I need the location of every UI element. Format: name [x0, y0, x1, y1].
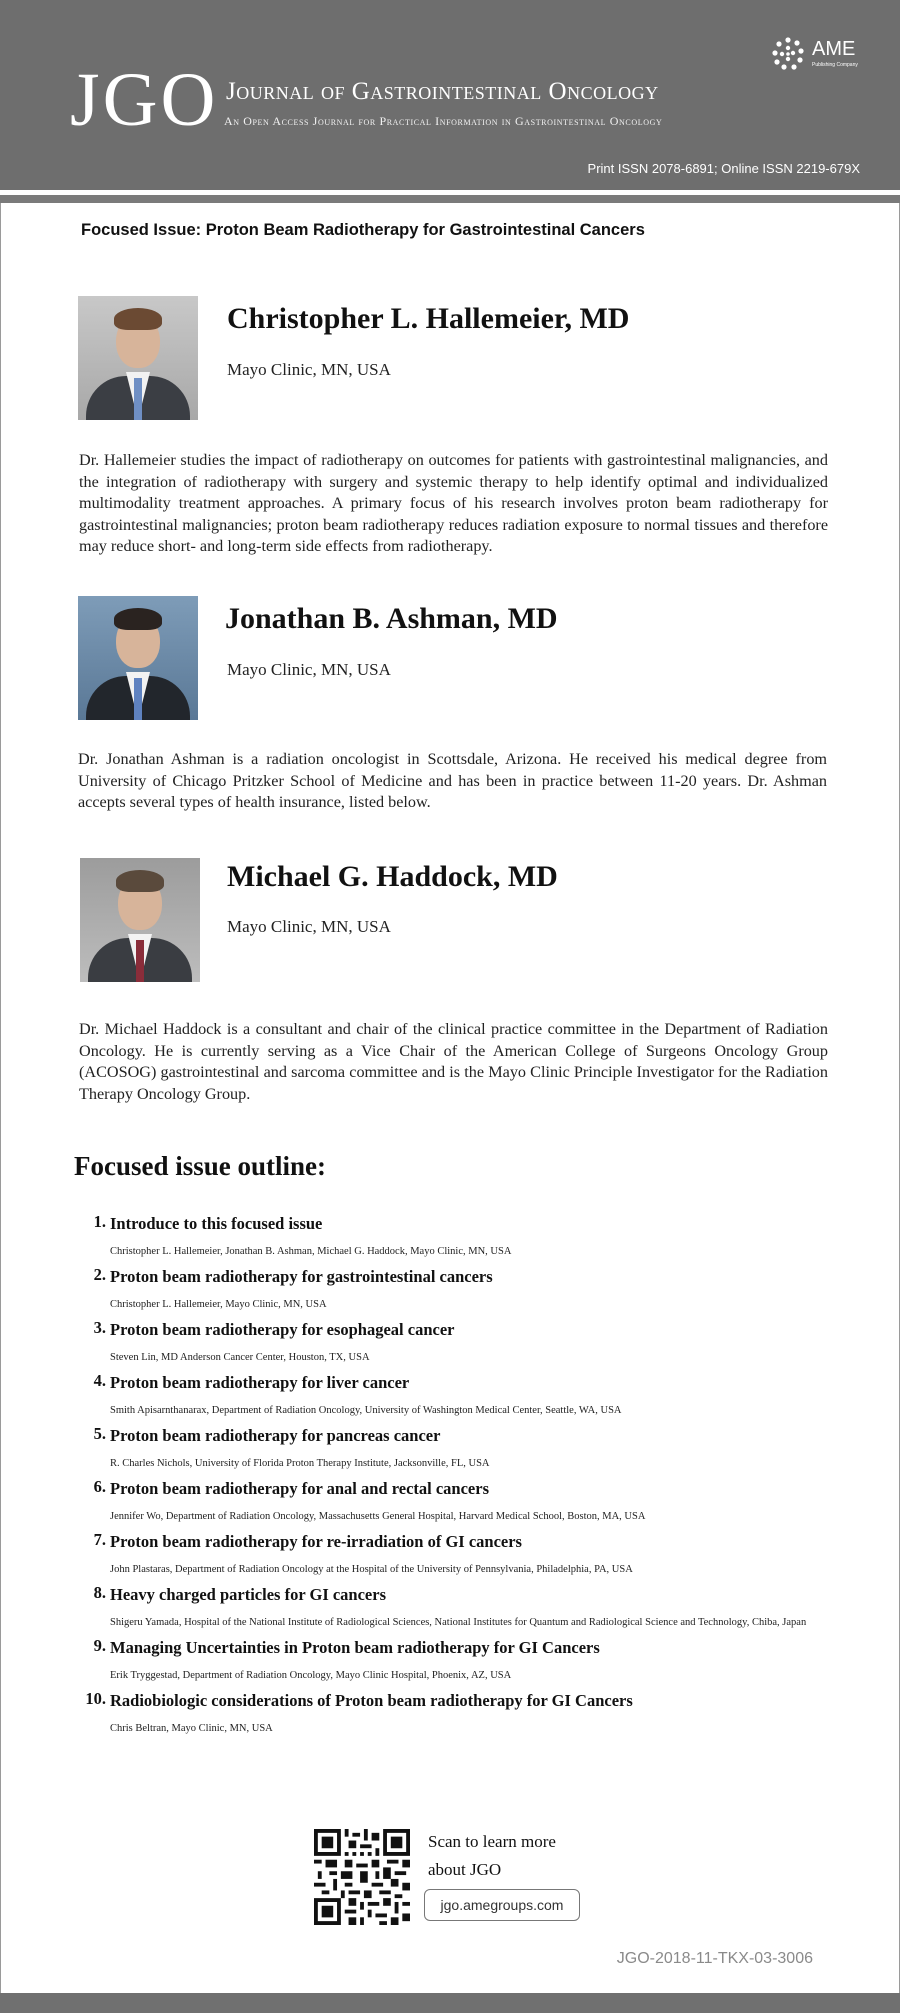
ame-dots-icon — [770, 36, 806, 72]
item-number: 10. — [85, 1689, 106, 1708]
scan-line-2: about JGO — [428, 1860, 502, 1879]
item-number: 5. — [93, 1424, 106, 1443]
item-title: Proton beam radiotherapy for esophageal cancer — [110, 1320, 455, 1339]
list-item — [80, 1689, 840, 1742]
list-item — [80, 1318, 840, 1371]
editor-affiliation: Mayo Clinic, MN, USA — [227, 660, 391, 679]
item-authors: Shigeru Yamada, Hospital of the National Institute of Radiological Sciences, National Institutes for Quantum and Radiological Science and Technology, Chiba, Japan — [110, 1617, 807, 1628]
item-authors: Chris Beltran, Mayo Clinic, MN, USA — [110, 1723, 273, 1734]
editor-affiliation: Mayo Clinic, MN, USA — [227, 360, 391, 379]
item-title: Heavy charged particles for GI cancers — [110, 1585, 387, 1604]
item-title: Proton beam radiotherapy for gastrointestinal cancers — [110, 1267, 493, 1286]
item-number: 6. — [93, 1477, 106, 1496]
outline-list — [80, 1212, 840, 1742]
item-number: 2. — [93, 1265, 106, 1284]
left-border — [0, 203, 1, 1993]
list-item — [80, 1477, 840, 1530]
item-title: Introduce to this focused issue — [110, 1214, 323, 1233]
item-number: 7. — [93, 1530, 106, 1549]
item-title: Proton beam radiotherapy for re-irradiation of GI cancers — [110, 1532, 522, 1551]
list-item — [80, 1636, 840, 1689]
item-title: Proton beam radiotherapy for anal and rectal cancers — [110, 1479, 490, 1498]
item-number: 8. — [93, 1583, 106, 1602]
item-title: Managing Uncertainties in Proton beam radiotherapy for GI Cancers — [110, 1638, 600, 1657]
scan-line-1: Scan to learn more — [428, 1832, 556, 1851]
divider-gray — [0, 195, 900, 203]
editor-bio: Dr. Hallemeier studies the impact of radiotherapy on outcomes for patients with gastrointestinal malignancies, and the integration of radiotherapy with surgery and systemic therapy to help identify optimal and individualized multimodality treatment approaches. A primary focus of his research involves proton beam radiotherapy for gastrointestinal malignancies; proton beam radiotherapy reduces radiation exposure to normal tissues and therefore may reduce short- and long-term side effects from radiotherapy. — [79, 451, 828, 556]
item-title: Radiobiologic considerations of Proton beam radiotherapy for GI Cancers — [110, 1691, 633, 1710]
outline-heading: Focused issue outline: — [74, 1151, 327, 1181]
editor-name: Michael G. Haddock, MD — [227, 860, 558, 893]
list-item — [80, 1424, 840, 1477]
ame-text: AME — [812, 38, 856, 60]
item-title: Proton beam radiotherapy for pancreas cancer — [110, 1426, 441, 1445]
list-item — [80, 1212, 840, 1265]
item-title: Proton beam radiotherapy for liver cancer — [110, 1373, 410, 1392]
item-authors: Christopher L. Hallemeier, Jonathan B. Ashman, Michael G. Haddock, Mayo Clinic, MN, USA — [110, 1246, 512, 1257]
journal-header — [0, 0, 900, 190]
editor-affiliation: Mayo Clinic, MN, USA — [227, 917, 391, 936]
list-item — [80, 1371, 840, 1424]
item-authors: John Plastaras, Department of Radiation Oncology at the Hospital of the University of Pennsylvania, Philadelphia, PA, USA — [110, 1564, 633, 1575]
editor-bio: Dr. Jonathan Ashman is a radiation oncologist in Scottsdale, Arizona. He received his medical degree from University of Chicago Pritzker School of Medicine and has been in practice between 11-20 years. Dr. Ashman accepts several types of health insurance, listed below. — [78, 750, 827, 812]
editor-bio: Dr. Michael Haddock is a consultant and chair of the clinical practice committee in the Department of Radiation Oncology. He is currently serving as a Vice Chair of the American College of Surgeons Oncology Group (ACOSOG) gastrointestinal and sarcoma committee and is the Mayo Clinic Principle Investigator for the Radiation Therapy Oncology Group. — [79, 1020, 828, 1103]
scan-text — [428, 1828, 556, 1884]
item-number: 9. — [93, 1636, 106, 1655]
journal-link[interactable]: jgo.amegroups.com — [424, 1889, 580, 1921]
list-item — [80, 1583, 840, 1636]
footer-bar — [0, 1993, 900, 2013]
item-authors: Smith Apisarnthanarax, Department of Radiation Oncology, University of Washington Medical Center, Seattle, WA, USA — [110, 1405, 622, 1416]
ame-subtext: Publishing Company — [812, 62, 858, 68]
item-number: 4. — [93, 1371, 106, 1390]
list-item — [80, 1530, 840, 1583]
journal-title: Journal of Gastrointestinal Oncology — [226, 78, 659, 105]
list-item — [80, 1265, 840, 1318]
journal-subtitle: An Open Access Journal for Practical Information in Gastrointestinal Oncology — [224, 114, 663, 128]
editor-name: Jonathan B. Ashman, MD — [225, 602, 558, 635]
document-code: JGO-2018-11-TKX-03-3006 — [616, 1950, 813, 1967]
ame-logo — [770, 36, 870, 72]
qr-code-icon[interactable] — [314, 1829, 410, 1925]
focused-issue-title: Focused Issue: Proton Beam Radiotherapy for Gastrointestinal Cancers — [81, 221, 645, 239]
item-authors: Christopher L. Hallemeier, Mayo Clinic, MN, USA — [110, 1299, 327, 1310]
item-authors: Jennifer Wo, Department of Radiation Oncology, Massachusetts General Hospital, Harvard Medical School, Boston, MA, USA — [110, 1511, 646, 1522]
editor-name: Christopher L. Hallemeier, MD — [227, 302, 630, 335]
item-authors: R. Charles Nichols, University of Florida Proton Therapy Institute, Jacksonville, FL, USA — [110, 1458, 490, 1469]
item-authors: Erik Tryggestad, Department of Radiation Oncology, Mayo Clinic Hospital, Phoenix, AZ, USA — [110, 1670, 512, 1681]
item-authors: Steven Lin, MD Anderson Cancer Center, Houston, TX, USA — [110, 1352, 370, 1363]
editor-photo-ashman — [78, 596, 198, 720]
item-number: 3. — [93, 1318, 106, 1337]
editor-photo-hallemeier — [78, 296, 198, 420]
editor-photo-haddock — [80, 858, 200, 982]
jgo-logo: JGO — [70, 58, 219, 142]
item-number: 1. — [93, 1212, 106, 1231]
issn-line: Print ISSN 2078-6891; Online ISSN 2219-679X — [587, 161, 860, 176]
